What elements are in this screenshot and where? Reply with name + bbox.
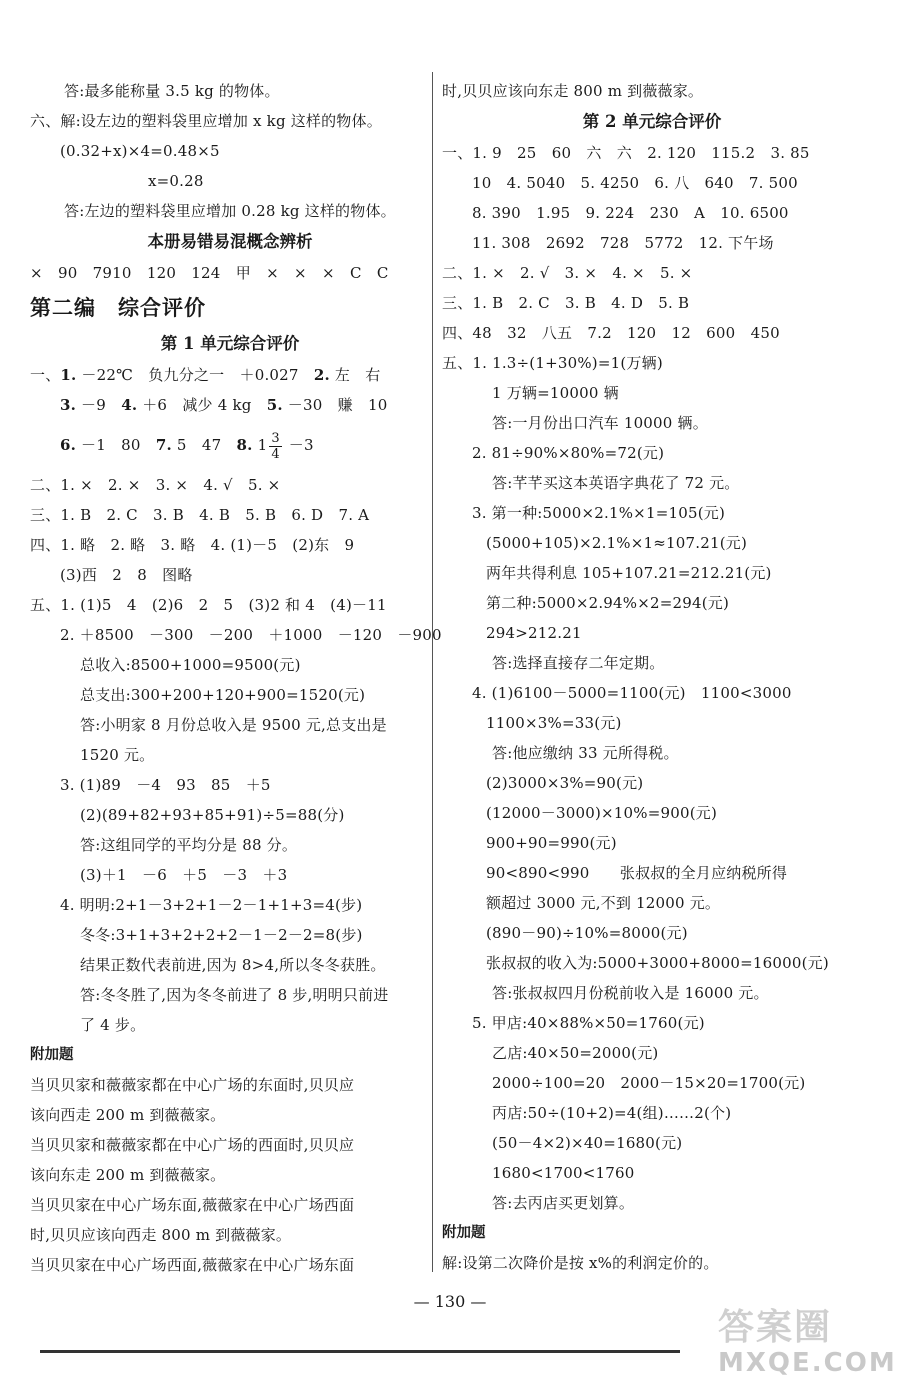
answer-line: 五、1. (1)5 4 (2)6 2 5 (3)2 和 4 (4)－11 [30,596,387,614]
answer-line: 总支出:300+200+120+900=1520(元) [80,686,366,704]
answer-line: 当贝贝家在中心广场西面,薇薇家在中心广场东面 [30,1256,355,1274]
answer-line: 答:一月份出口汽车 10000 辆。 [492,414,708,432]
bottom-rule [40,1350,680,1353]
answer-line: (12000－3000)×10%=900(元) [486,804,718,822]
unit2-title: 第 2 单元综合评价 [582,112,722,131]
answer-line: 答:这组同学的平均分是 88 分。 [80,836,298,854]
answer-line: 解:设第二次降价是按 x%的利润定价的。 [442,1254,719,1272]
answer-line: 答:左边的塑料袋里应增加 0.28 kg 这样的物体。 [64,202,396,220]
answer-line: 当贝贝家和薇薇家都在中心广场的东面时,贝贝应 [30,1076,355,1094]
answer-line: 90<890<990 张叔叔的全月应纳税所得 [486,864,788,882]
answer-line-with-fraction: 6. －1 80 7. 5 47 8. 1 $\frac{3}{4}$ －3 [60,430,314,462]
concept-answers: × 90 7910 120 124 甲 × × × C C [30,264,389,282]
answer-line: 五、1. 1.3÷(1+30%)=1(万辆) [442,354,663,372]
part-heading-number: 第二编 [30,295,96,320]
answer-line: 二、1. × 2. √ 3. × 4. × 5. × [442,264,693,282]
answer-line: 了 4 步。 [80,1016,146,1034]
equation-line: x=0.28 [148,172,204,190]
unit1-title: 第 1 单元综合评价 [160,334,300,353]
answer-line: 4. (1)6100－5000=1100(元) 1100<3000 [472,684,792,702]
answer-line: 该向西走 200 m 到薇薇家。 [30,1106,226,1124]
answer-line: 10 4. 5040 5. 4250 6. 八 640 7. 500 [472,174,798,192]
answer-line: (2)3000×3%=90(元) [486,774,644,792]
answer-line: 3. (1)89 －4 93 85 ＋5 [60,776,271,794]
answer-line: 11. 308 2692 728 5772 12. 下午场 [472,234,774,252]
answer-line: 294>212.21 [486,624,582,642]
answer-line: 8. 390 1.95 9. 224 230 A 10. 6500 [472,204,789,222]
mixed-fraction: $\frac{3}{4}$ [271,430,280,462]
answer-line: (50－4×2)×40=1680(元) [492,1134,683,1152]
answer-line: 该向东走 200 m 到薇薇家。 [30,1166,226,1184]
answer-line: 冬冬:3+1+3+2+2+2－1－2－2=8(步) [80,926,363,944]
answer-line: 1100×3%=33(元) [486,714,622,732]
answer-line: (2)(89+82+93+85+91)÷5=88(分) [80,806,345,824]
answer-line: 四、1. 略 2. 略 3. 略 4. (1)－5 (2)东 9 [30,536,355,554]
answer-line: 1 万辆=10000 辆 [492,384,619,402]
answer-line: 丙店:50÷(10+2)=4(组)……2(个) [492,1104,732,1122]
answer-line: 当贝贝家和薇薇家都在中心广场的西面时,贝贝应 [30,1136,355,1154]
answer-line: 答:选择直接存二年定期。 [492,654,665,672]
answer-line: 乙店:40×50=2000(元) [492,1044,659,1062]
right-column [442,76,862,1278]
watermark-text-top: 答案圈 [718,1307,833,1348]
answer-line: 答:芊芊买这本英语字典花了 72 元。 [492,474,740,492]
answer-line: 一、1. －22℃ 负九分之一 ＋0.027 2. 左 右 [30,366,381,384]
answer-line: 一、1. 9 25 60 六 六 2. 120 115.2 3. 85 [442,144,810,162]
answer-line: 3. 第一种:5000×2.1%×1=105(元) [472,504,725,522]
answer-line: 3. －9 4. ＋6 减少 4 kg 5. －30 赚 10 [60,396,388,414]
answer-line: 答:最多能称量 3.5 kg 的物体。 [64,82,280,100]
column-divider [432,72,433,1272]
answer-line: 当贝贝家在中心广场东面,薇薇家在中心广场西面 [30,1196,355,1214]
answer-line: 2000÷100=20 2000－15×20=1700(元) [492,1074,806,1092]
answer-line: 2. ＋8500 －300 －200 ＋1000 －120 －900 [60,626,442,644]
answer-line: 六、解:设左边的塑料袋里应增加 x kg 这样的物体。 [30,112,382,130]
answer-line: 三、1. B 2. C 3. B 4. B 5. B 6. D 7. A [30,506,370,524]
answer-line: 结果正数代表前进,因为 8>4,所以冬冬获胜。 [80,956,386,974]
answer-line: 三、1. B 2. C 3. B 4. D 5. B [442,294,690,312]
extra-question-title: 附加题 [30,1046,74,1063]
answer-line: 张叔叔的收入为:5000+3000+8000=16000(元) [486,954,829,972]
answer-line: 时,贝贝应该向西走 800 m 到薇薇家。 [30,1226,292,1244]
answer-line: (3)西 2 8 图略 [60,566,193,584]
answer-line: (3)＋1 －6 ＋5 －3 ＋3 [80,866,288,884]
answer-line: 答:冬冬胜了,因为冬冬前进了 8 步,明明只前进 [80,986,389,1004]
answer-line: 时,贝贝应该向东走 800 m 到薇薇家。 [442,82,704,100]
answer-line: 第二种:5000×2.94%×2=294(元) [486,594,730,612]
answer-line: 4. 明明:2+1－3+2+1－2－1+1+3=4(步) [60,896,363,914]
concept-section-title: 本册易错易混概念辨析 [147,232,313,251]
answer-line: 5. 甲店:40×88%×50=1760(元) [472,1014,705,1032]
part-heading [30,288,430,328]
answer-line: 2. 81÷90%×80%=72(元) [472,444,665,462]
answer-line: 1680<1700<1760 [492,1164,635,1182]
extra-question-title: 附加题 [442,1224,486,1241]
answer-line: 答:小明家 8 月份总收入是 9500 元,总支出是 [80,716,387,734]
watermark-text-bottom: MXQE.COM [718,1348,897,1378]
answer-line: (890－90)÷10%=8000(元) [486,924,688,942]
part-heading-name: 综合评价 [118,295,206,320]
answer-line: 答:张叔叔四月份税前收入是 16000 元。 [492,984,769,1002]
left-column [30,76,442,1280]
page-number: — 130 — [413,1292,487,1311]
answer-line: 900+90=990(元) [486,834,617,852]
answer-line: 答:去丙店买更划算。 [492,1194,635,1212]
answer-line: 四、48 32 八五 7.2 120 12 600 450 [442,324,780,342]
answer-line: (5000+105)×2.1%×1≈107.21(元) [486,534,748,552]
equation-line: (0.32+x)×4=0.48×5 [60,142,220,160]
answer-line: 两年共得利息 105+107.21=212.21(元) [486,564,772,582]
answer-line: 二、1. × 2. × 3. × 4. √ 5. × [30,476,281,494]
answer-line: 总收入:8500+1000=9500(元) [80,656,301,674]
watermark-logo [718,1307,897,1386]
answer-line: 答:他应缴纳 33 元所得税。 [492,744,679,762]
answer-line: 额超过 3000 元,不到 12000 元。 [486,894,721,912]
answer-line: 1520 元。 [80,746,155,764]
